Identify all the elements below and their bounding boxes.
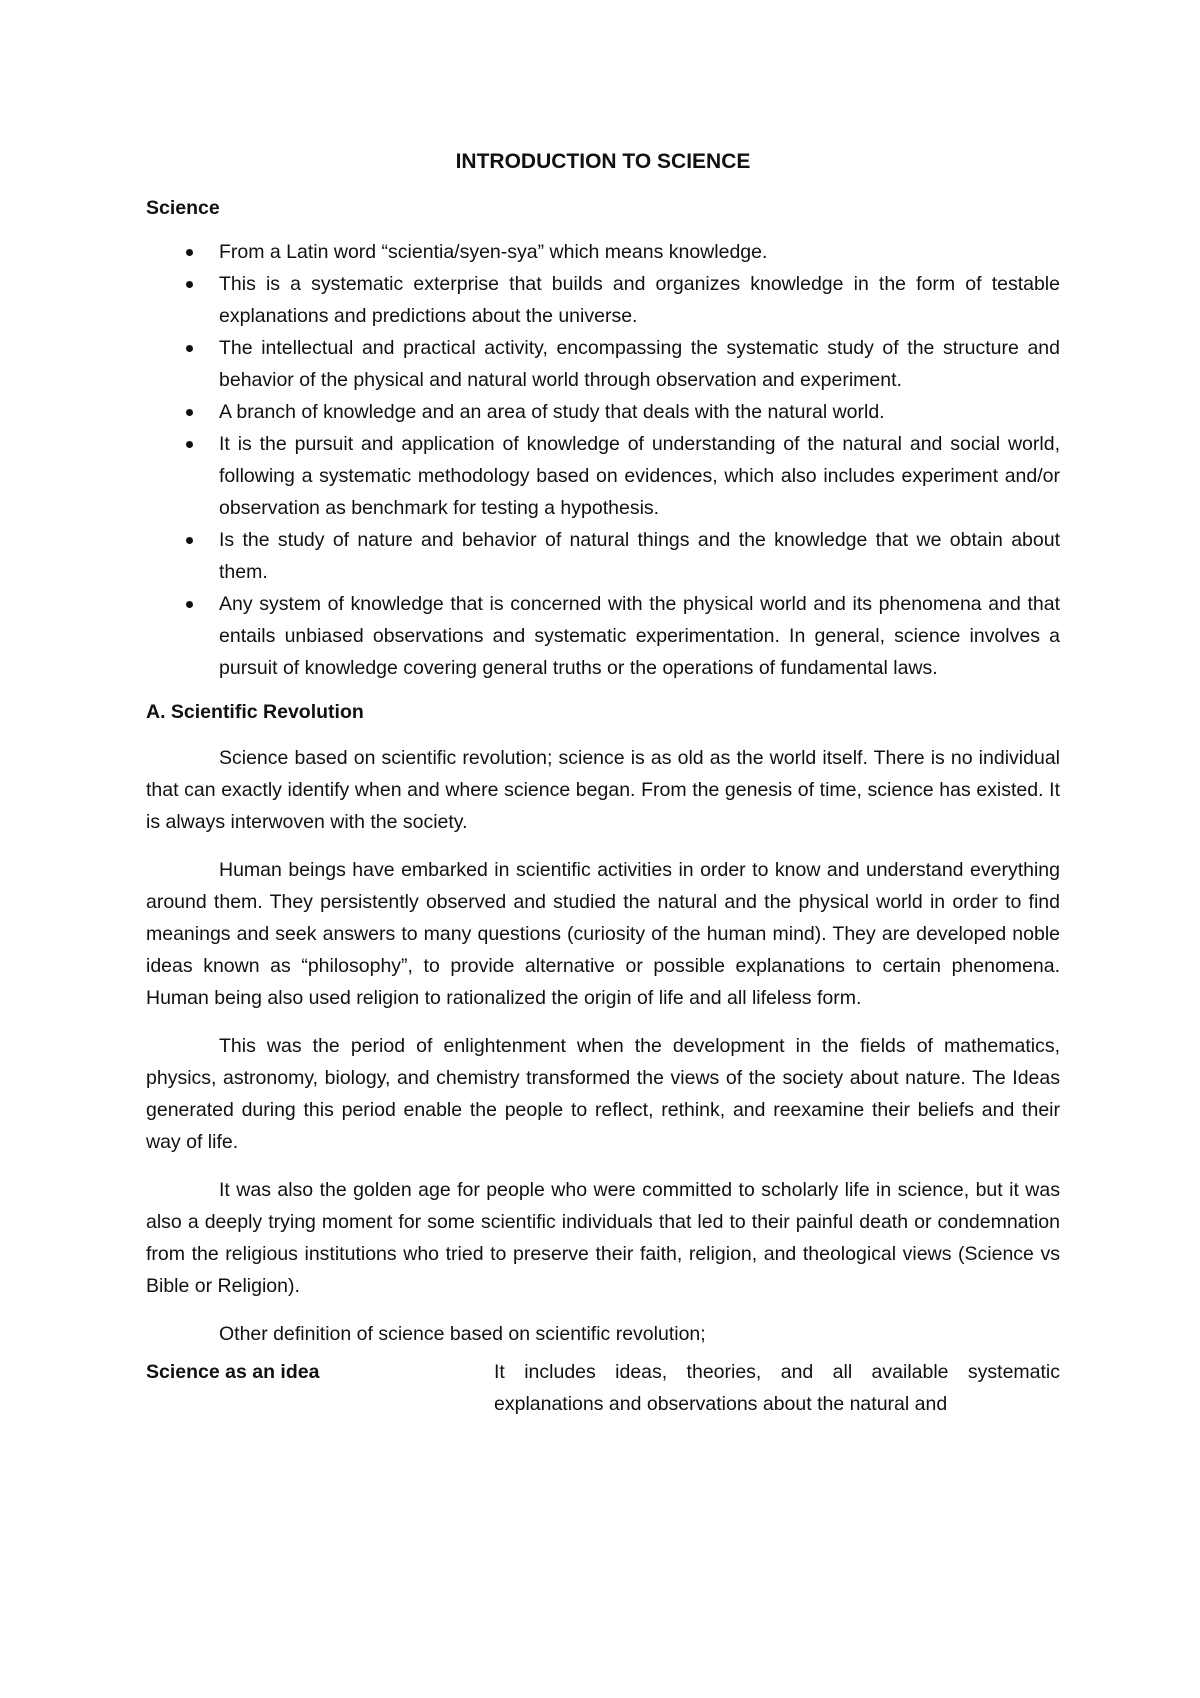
list-item xyxy=(146,588,1060,684)
bullet-icon xyxy=(186,345,193,352)
section-heading-science: Science xyxy=(146,197,220,219)
bullet-icon xyxy=(186,281,193,288)
definition-term: Science as an idea xyxy=(146,1361,320,1383)
list-item xyxy=(146,268,1060,332)
list-item-text: The intellectual and practical activity, encompassing the systematic study of the structure and behavior of the physical and natural world through observation and experiment. xyxy=(219,337,1060,391)
bullet-icon xyxy=(186,409,193,416)
document-title: INTRODUCTION TO SCIENCE xyxy=(455,150,751,173)
list-item xyxy=(146,428,1060,524)
paragraph: This was the period of enlightenment when the development in the fields of mathematics, physics, astronomy, biology, and chemistry transformed the views of the society about nature. The Ideas generated during this period enable the people to reflect, rethink, and reexamine their beliefs and their way of life. xyxy=(146,1035,1060,1153)
paragraph: Other definition of science based on scientific revolution; xyxy=(219,1323,706,1345)
paragraph: Science based on scientific revolution; science is as old as the world itself. There is no individual that can exactly identify when and where science began. From the genesis of time, science has existed. It is always interwoven with the society. xyxy=(146,747,1060,833)
list-item-text: It is the pursuit and application of knowledge of understanding of the natural and social world, following a systematic methodology based on evidences, which also includes experiment and/or observation as benchmark for testing a hypothesis. xyxy=(219,433,1060,519)
list-item xyxy=(146,396,1060,428)
section-heading-scientific-revolution: A. Scientific Revolution xyxy=(146,701,364,723)
definition-text: It includes ideas, theories, and all available systematic explanations and observations about the natural and xyxy=(494,1361,1060,1415)
list-item-text: Any system of knowledge that is concerned with the physical world and its phenomena and that entails unbiased observations and systematic experimentation. In general, science involves a pursuit of knowledge covering general truths or the operations of fundamental laws. xyxy=(219,593,1060,679)
bullet-icon xyxy=(186,601,193,608)
list-item xyxy=(146,524,1060,588)
list-item-text: This is a systematic exterprise that builds and organizes knowledge in the form of testable explanations and predictions about the universe. xyxy=(219,273,1060,327)
list-item-text: Is the study of nature and behavior of natural things and the knowledge that we obtain about them. xyxy=(219,529,1060,583)
science-definitions-list xyxy=(146,236,1060,684)
bullet-icon xyxy=(186,441,193,448)
list-item xyxy=(146,236,1060,268)
paragraph: Human beings have embarked in scientific activities in order to know and understand everything around them. They persistently observed and studied the natural and the physical world in order to find meanings and seek answers to many questions (curiosity of the human mind). They are developed noble ideas known as “philosophy”, to provide alternative or possible explanations to certain phenomena. Human being also used religion to rationalized the origin of life and all lifeless form. xyxy=(146,859,1060,1009)
list-item xyxy=(146,332,1060,396)
list-item-text: From a Latin word “scientia/syen-sya” which means knowledge. xyxy=(219,241,768,263)
document-page xyxy=(146,146,1060,1420)
list-item-text: A branch of knowledge and an area of study that deals with the natural world. xyxy=(219,401,885,423)
bullet-icon xyxy=(186,249,193,256)
definition-row xyxy=(146,1356,1060,1420)
bullet-icon xyxy=(186,537,193,544)
paragraph: It was also the golden age for people who were committed to scholarly life in science, but it was also a deeply trying moment for some scientific individuals that led to their painful death or condemnation from the religious institutions who tried to preserve their faith, religion, and theological views (Science vs Bible or Religion). xyxy=(146,1179,1060,1297)
